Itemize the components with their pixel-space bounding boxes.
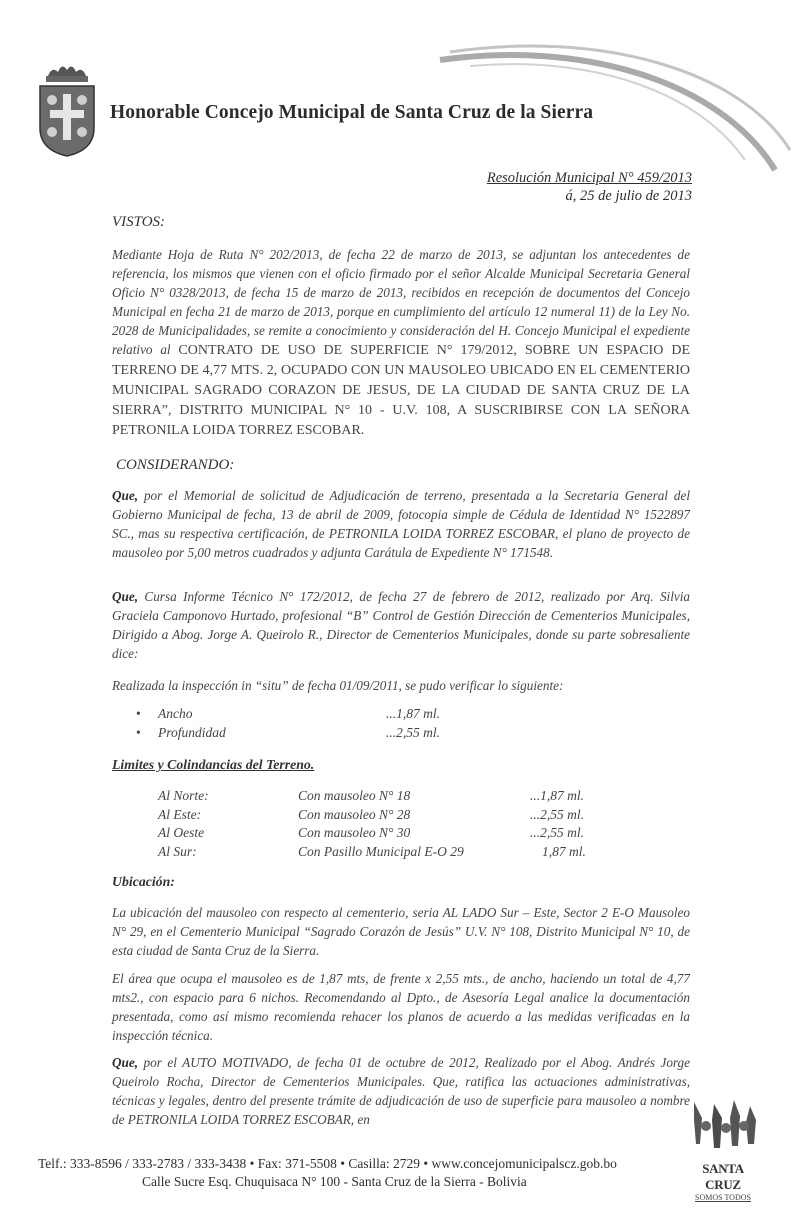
que-lead: Que, bbox=[112, 488, 139, 503]
vistos-text: Mediante Hoja de Ruta N° 202/2013, de fecha 22 de marzo de 2013, se adjuntan los antecedentes de referencia, los mismos que vienen con el oficio firmado por el señor Alcalde Municipal Secretaria General Oficio N° 0328/2013, de fecha 15 de marzo de 2013, recibidos en recepción de documentos del Concejo Municipal en fecha 21 de marzo de 2013, porque en cumplimiento del artículo 12 numeral 11) de la Ley No. 2028 de Municipalidades, se remite a conocimiento y consideración del H. Concejo Municipal el expediente relativo al bbox=[112, 247, 690, 357]
limits-table bbox=[158, 788, 618, 862]
measurement-row bbox=[0, 706, 800, 726]
limit-value: ...2,55 ml. bbox=[530, 806, 584, 822]
limit-value: ...2,55 ml. bbox=[530, 825, 584, 840]
logo-tagline: SOMOS TODOS bbox=[695, 1193, 751, 1202]
table-row bbox=[158, 788, 618, 807]
resolution-date: á, 25 de julio de 2013 bbox=[565, 188, 692, 204]
footer-contact: Telf.: 333-8596 / 333-2783 / 333-3438 • Fax: 371-5508 • Casilla: 2729 • www.concejomunicipalscz.gob.bo bbox=[38, 1156, 617, 1171]
ubicacion-heading: Ubicación: bbox=[112, 874, 175, 889]
ubicacion-paragraph-3 bbox=[112, 1053, 690, 1129]
limit-desc: Con mausoleo N° 28 bbox=[298, 806, 411, 822]
vistos-caps-text: CONTRATO DE USO DE SUPERFICIE N° 179/2012, SOBRE UN ESPACIO DE TERRENO DE 4,77 MTS. 2, OCUPADO CON UN MAUSOLEO UBICADO EN EL CEMENTERIO MUNICIPAL SAGRADO CORAZON DE JESUS, DE LA CIUDAD DE SANTA CRUZ DE LA SIERRA”, DISTRITO MUNICIPAL N° 10 - U.V. 108, A SUSCRIBIRSE CON LA SEÑORA PETRONILA LOIDA TORREZ ESCOBAR. bbox=[112, 343, 690, 438]
limit-desc: Con mausoleo N° 18 bbox=[298, 788, 411, 803]
coat-of-arms-icon bbox=[36, 58, 98, 158]
limits-heading: Limites y Colindancias del Terreno. bbox=[112, 757, 315, 772]
table-row bbox=[158, 807, 618, 826]
measurement-label: Ancho bbox=[158, 706, 193, 721]
institution-title: Honorable Concejo Municipal de Santa Cruz de la Sierra bbox=[110, 102, 594, 123]
considerando-text-2: Cursa Informe Técnico N° 172/2012, de fecha 27 de febrero de 2012, realizado por Arq. Silvia Graciela Camponovo Hurtado, profesional “B” Control de Gestión Dirección de Cementerios Municipales, Dirigido a Abog. Jorge A. Queirolo R., Director de Cementerios Municipales, donde su parte sobresaliente dice: bbox=[112, 589, 690, 661]
measurement-row bbox=[0, 725, 800, 745]
ubicacion-text-3: por el AUTO MOTIVADO, de fecha 01 de octubre de 2012, Realizado por el Abog. Andrés Jorge Queirolo Rocha, Director de Cementerios Municipales. Que, ratifica las actuaciones administrativas, técnicas y legales, dentro del presente trámite de adjudicación de uso de superficie para mausoleo a nombre de PETRONILA LOIDA TORREZ ESCOBAR, en bbox=[112, 1055, 691, 1127]
limit-side: Al Este: bbox=[158, 806, 202, 822]
measurement-value: ...2,55 ml. bbox=[386, 725, 440, 740]
que-lead: Que, bbox=[112, 1055, 139, 1070]
vistos-heading: VISTOS: bbox=[112, 214, 166, 230]
limit-side: Al Norte: bbox=[158, 788, 209, 803]
considerando-paragraph-2 bbox=[112, 587, 690, 663]
que-lead: Que, bbox=[112, 589, 139, 604]
resolution-number: Resolución Municipal N° 459/2013 bbox=[486, 170, 692, 186]
limit-side: Al Sur: bbox=[158, 843, 197, 859]
considerando-heading: CONSIDERANDO: bbox=[116, 457, 235, 473]
limit-desc: Con Pasillo Municipal E-O 29 bbox=[298, 843, 464, 859]
limit-value: 1,87 ml. bbox=[542, 843, 586, 859]
considerando-paragraph-1 bbox=[112, 486, 690, 562]
vistos-paragraph bbox=[112, 245, 690, 440]
inspection-intro: Realizada la inspección in “situ” de fecha 01/09/2011, se pudo verificar lo siguiente: bbox=[112, 678, 564, 693]
table-row bbox=[158, 844, 618, 863]
bullet-icon: • bbox=[136, 706, 141, 721]
limit-value: ...1,87 ml. bbox=[530, 788, 584, 803]
considerando-text-1: por el Memorial de solicitud de Adjudicación de terreno, presentada a la Secretaria General del Gobierno Municipal de fecha, 13 de abril de 2009, fotocopia simple de Cédula de Identidad N° 1522897 SC., mas su respectiva certificación, de PETRONILA LOIDA TORREZ ESCOBAR, el plano de proyecto de mausoleo por 5,00 metros cuadrados y adjunta Carátula de Expediente N° 171548. bbox=[112, 488, 690, 560]
bullet-icon: • bbox=[136, 725, 141, 740]
measurement-value: ...1,87 ml. bbox=[386, 706, 440, 721]
measurement-label: Profundidad bbox=[158, 725, 226, 740]
ubicacion-paragraph-2: El área que ocupa el mausoleo es de 1,87 mts, de frente x 2,55 mts., de ancho, haciendo un total de 4,77 mts2., con espacio para 6 nichos. Recomendando al Dpto., de Asesoría Legal analice la documentación presentada, como así mismo recomienda rehacer los planos de acuerdo a las medidas verificadas en la inspección técnica. bbox=[112, 971, 690, 1043]
table-row bbox=[158, 825, 618, 844]
limit-side: Al Oeste bbox=[158, 825, 205, 840]
santa-cruz-logo bbox=[684, 1098, 762, 1202]
logo-name: SANTA CRUZ bbox=[702, 1161, 744, 1192]
limit-desc: Con mausoleo N° 30 bbox=[298, 825, 411, 840]
footer-address: Calle Sucre Esq. Chuquisaca N° 100 - Santa Cruz de la Sierra - Bolivia bbox=[142, 1174, 527, 1189]
people-icon bbox=[684, 1098, 762, 1156]
ubicacion-paragraph-1: La ubicación del mausoleo con respecto al cementerio, seria AL LADO Sur – Este, Sector 2 E-O Mausoleo N° 29, en el Cementerio Municipal “Sagrado Corazón de Jesús” U.V. N° 108, Distrito Municipal N° 10, de esta ciudad de Santa Cruz de la Sierra. bbox=[112, 905, 690, 958]
